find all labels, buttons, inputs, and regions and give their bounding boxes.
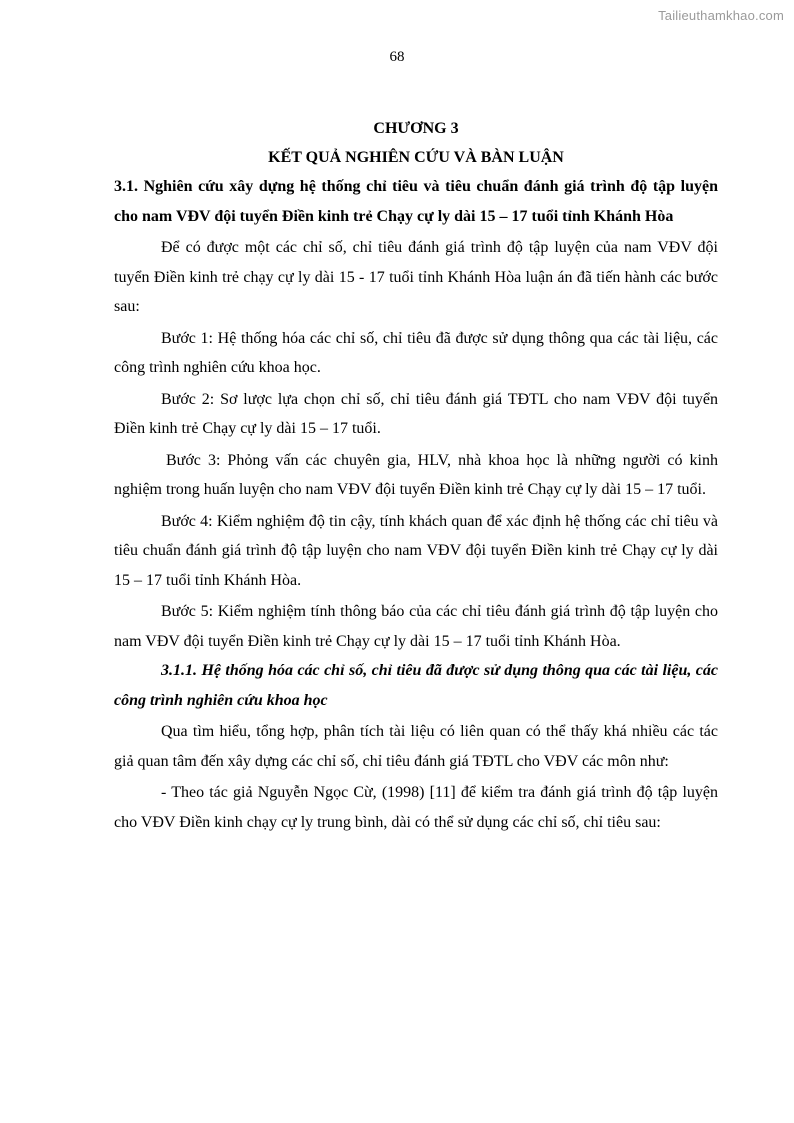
page-number: 68 bbox=[389, 49, 405, 65]
section-heading-3-1-1: 3.1.1. Hệ thống hóa các chỉ số, chỉ tiêu đã được sử dụng thông qua các tài liệu, các công trình nghiên cứu khoa học bbox=[114, 662, 718, 709]
watermark: Tailieuthamkhao.com bbox=[658, 8, 784, 23]
body-paragraph-1: Qua tìm hiểu, tổng hợp, phân tích tài liệu có liên quan có thể thấy khá nhiều các tác giả quan tâm đến xây dựng các chỉ số, chỉ tiêu đánh giá TĐTL cho VĐV các môn như: bbox=[114, 723, 718, 770]
document-body bbox=[114, 114, 718, 837]
chapter-title: KẾT QUẢ NGHIÊN CỨU VÀ BÀN LUẬN bbox=[268, 149, 564, 166]
step-5-paragraph: Bước 5: Kiểm nghiệm tính thông báo của các chỉ tiêu đánh giá trình độ tập luyện cho nam VĐV đội tuyển Điền kinh trẻ Chạy cự ly dài 15 – 17 tuổi tỉnh Khánh Hòa. bbox=[114, 603, 718, 650]
body-paragraph-2: - Theo tác giả Nguyễn Ngọc Cừ, (1998) [11] để kiểm tra đánh giá trình độ tập luyện cho VĐV Điền kinh chạy cự ly trung bình, dài có thể sử dụng các chỉ số, chỉ tiêu sau: bbox=[114, 784, 718, 831]
step-3-paragraph: Bước 3: Phỏng vấn các chuyên gia, HLV, nhà khoa học là những người có kinh nghiệm trong huấn luyện cho nam VĐV đội tuyển Điền kinh trẻ Chạy cự ly dài 15 – 17 tuổi. bbox=[114, 451, 718, 498]
step-1-paragraph: Bước 1: Hệ thống hóa các chỉ số, chỉ tiêu đã được sử dụng thông qua các tài liệu, các công trình nghiên cứu khoa học. bbox=[114, 329, 718, 376]
chapter-number: CHƯƠNG 3 bbox=[373, 120, 459, 137]
step-2-paragraph: Bước 2: Sơ lược lựa chọn chỉ số, chỉ tiêu đánh giá TĐTL cho nam VĐV đội tuyển Điền kinh trẻ Chạy cự ly dài 15 – 17 tuổi. bbox=[114, 390, 718, 437]
section-heading-3-1: 3.1. Nghiên cứu xây dựng hệ thống chỉ tiêu và tiêu chuẩn đánh giá trình độ tập luyện cho nam VĐV đội tuyển Điền kinh trẻ Chạy cự ly dài 15 – 17 tuổi tỉnh Khánh Hòa bbox=[114, 178, 718, 225]
step-4-paragraph: Bước 4: Kiểm nghiệm độ tin cậy, tính khách quan để xác định hệ thống các chỉ tiêu và tiêu chuẩn đánh giá trình độ tập luyện cho nam VĐV đội tuyển Điền kinh trẻ Chạy cự ly dài 15 – 17 tuổi tỉnh Khánh Hòa. bbox=[114, 512, 718, 589]
intro-paragraph: Để có được một các chỉ số, chỉ tiêu đánh giá trình độ tập luyện của nam VĐV đội tuyển Điền kinh trẻ chạy cự ly dài 15 - 17 tuổi tỉnh Khánh Hòa luận án đã tiến hành các bước sau: bbox=[114, 239, 718, 315]
